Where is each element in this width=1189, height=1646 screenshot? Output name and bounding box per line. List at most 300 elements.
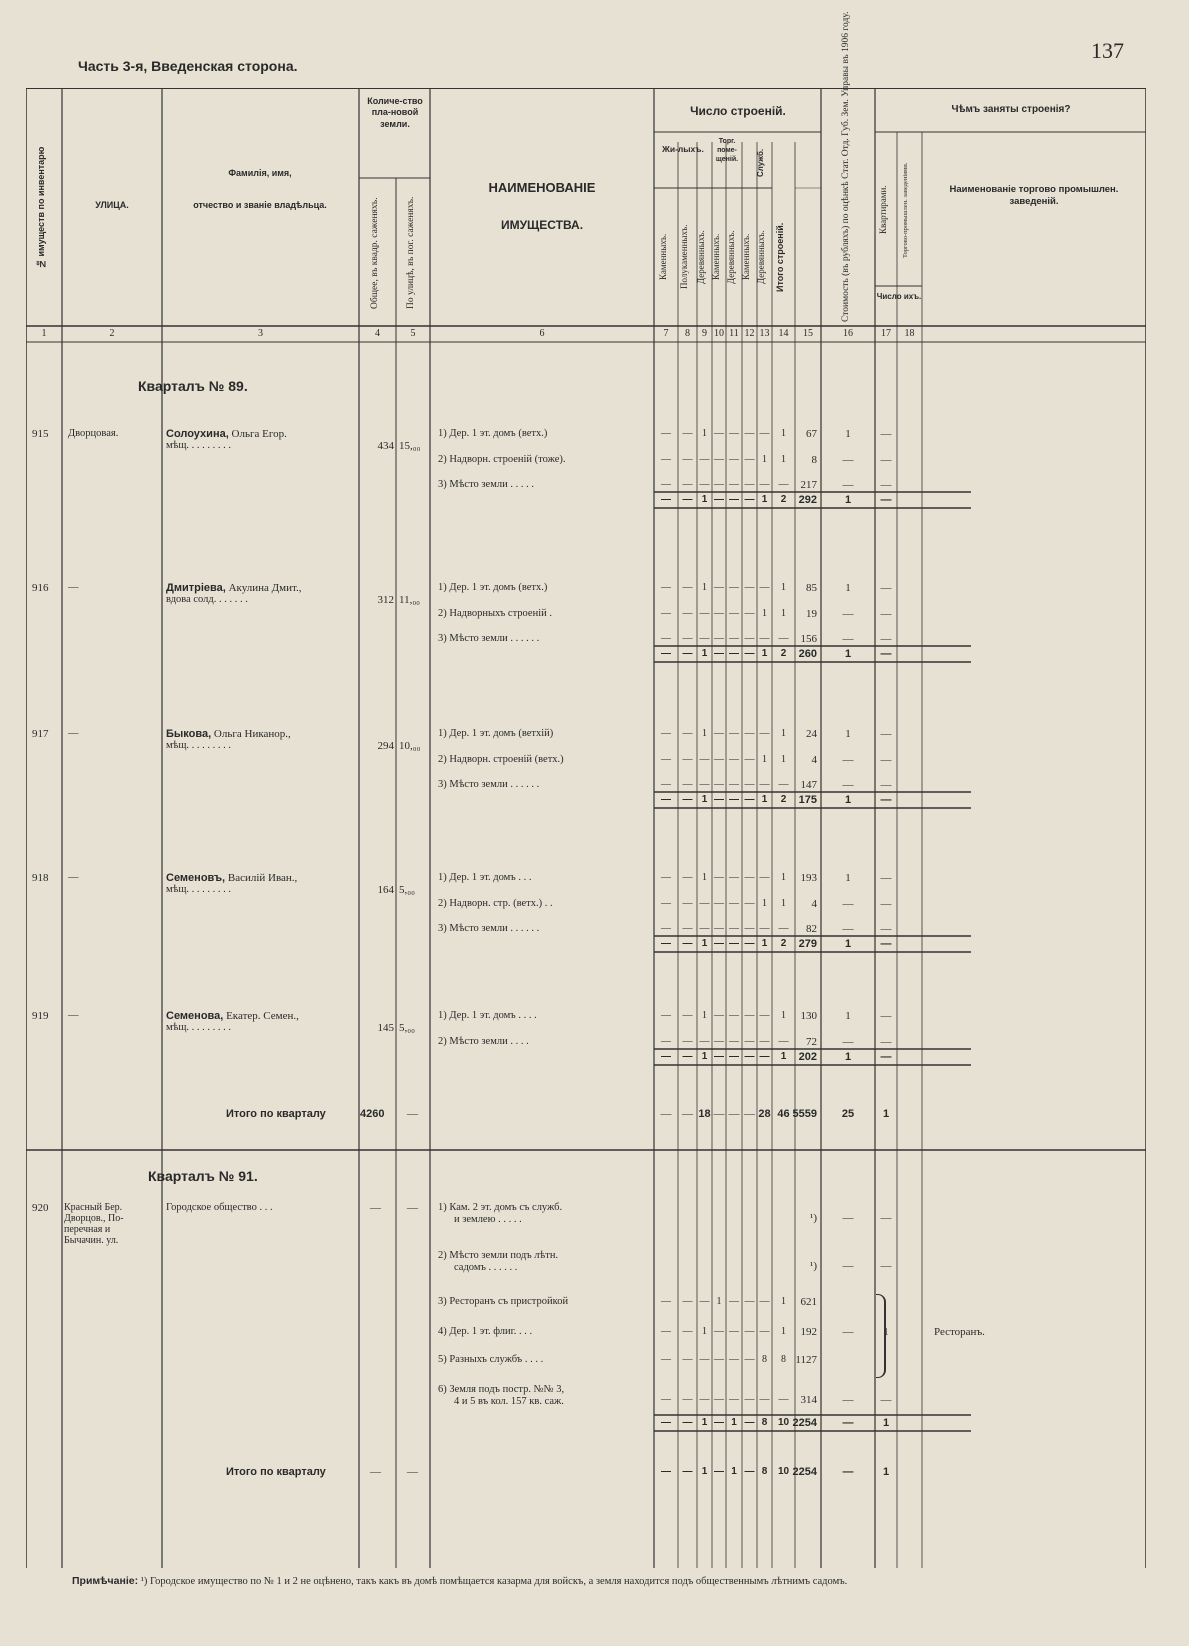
apartments-count: 1 (845, 582, 851, 594)
building-count: — (744, 479, 755, 490)
building-count: — (682, 582, 693, 593)
trade-count: — (880, 648, 892, 660)
building-count: — (714, 608, 724, 619)
header-service: Служб. (756, 148, 765, 178)
header-stone: Каменныхъ. (711, 233, 721, 281)
land-total: 164 (377, 884, 394, 896)
building-count: — (744, 728, 755, 739)
quarter-89-total-land: 4260 (360, 1108, 385, 1120)
building-count: — (661, 754, 671, 765)
trade-count: — (880, 872, 892, 884)
column-number: 6 (539, 328, 545, 339)
header-buildings-group: Число строеній. (690, 104, 786, 118)
header-commercial: Торг. поме-щеній. (715, 138, 739, 163)
building-count: — (714, 428, 724, 439)
building-count: 1 (762, 608, 767, 619)
building-count: 1 (761, 794, 768, 805)
owner-rank: мѣщ. . . . . . . . . (166, 1022, 232, 1033)
building-count: — (744, 779, 755, 790)
header-apartments: Квартирами. (878, 185, 888, 235)
header-value: Стоимость (въ рубляхъ) по оцѣнкѣ Стат. Отд. Губ. Зем. Управы въ 1906 году. (841, 11, 851, 322)
building-count: — (682, 648, 693, 659)
trade-count: — (880, 779, 892, 791)
building-count: — (661, 872, 671, 883)
property-value: 4 (811, 898, 817, 910)
apartments-count: — (842, 898, 854, 910)
building-count: — (759, 1051, 770, 1062)
building-count: — (714, 1394, 724, 1405)
building-count: — (661, 1326, 671, 1337)
trade-count: — (880, 1010, 892, 1022)
trade-count: 1 (882, 1417, 890, 1429)
trade-count: 1 (882, 1108, 890, 1120)
land-street: 11,₀₀ (399, 594, 421, 606)
building-count: 1 (781, 1296, 786, 1307)
building-count: — (661, 898, 671, 909)
building-count: — (744, 898, 755, 909)
apartments-count: — (842, 779, 854, 791)
building-count: 1 (701, 1417, 708, 1428)
property-item: 3) Мѣсто земли . . . . . . (438, 779, 540, 790)
property-value: 72 (806, 1036, 817, 1048)
building-count: 8 (762, 1354, 767, 1365)
land-total: 294 (377, 740, 394, 752)
building-count: 2 (780, 494, 787, 505)
building-count: — (661, 608, 671, 619)
building-count: 18 (698, 1108, 711, 1120)
property-value: 202 (798, 1051, 817, 1063)
building-count: — (682, 454, 693, 465)
building-count: — (660, 1108, 672, 1120)
page-number: 137 (1091, 38, 1124, 63)
building-count: — (729, 872, 739, 883)
building-count: — (759, 479, 770, 490)
building-count: — (682, 923, 693, 934)
owner-name: Быкова, Ольга Никанор., (166, 728, 291, 740)
footnote-text: ¹) Городское имущество по № 1 и 2 не оцѣнено, такъ какъ въ домѣ помѣщается казарма для войскъ, а земля находится подъ общественнымъ лѣтнимъ садомъ. (140, 1576, 848, 1587)
header-trade-name: Наименованіе торгово промышлен. заведеній. (949, 184, 1119, 207)
property-value: 1127 (795, 1354, 817, 1366)
building-count: — (729, 608, 739, 619)
building-count: — (661, 728, 671, 739)
grouping-brace (876, 1294, 886, 1378)
land-total: 145 (377, 1022, 394, 1034)
building-count: — (682, 428, 693, 439)
apartments-count: — (842, 1260, 854, 1272)
property-value: 85 (806, 582, 817, 594)
building-count: — (682, 1466, 693, 1477)
header-inventory-no: № имуществ по инвентарю (36, 146, 46, 270)
building-count: — (744, 923, 755, 934)
building-count: — (682, 1051, 693, 1062)
header-occupied-group: Чѣмъ заняты строенія? (951, 104, 1071, 115)
building-count: 1 (701, 648, 708, 659)
property-item: 3) Мѣсто земли . . . . . (438, 479, 534, 490)
building-count: 1 (781, 754, 786, 765)
trade-count: — (880, 494, 892, 506)
column-number: 17 (881, 328, 891, 339)
property-item: 1) Дер. 1 эт. домъ (ветх.) (438, 582, 548, 593)
inventory-number: 917 (32, 728, 49, 740)
building-count: — (729, 582, 739, 593)
apartments-count: — (842, 1212, 854, 1224)
building-count: — (661, 1036, 671, 1047)
column-number: 4 (375, 328, 380, 339)
building-count: — (713, 1108, 725, 1120)
apartments-count: 25 (841, 1108, 855, 1120)
header-total-buildings: Итого строеній. (775, 222, 785, 292)
property-value: 621 (800, 1296, 817, 1308)
owner-rank: мѣщ. . . . . . . . . (166, 440, 232, 451)
building-count: 1 (762, 754, 767, 765)
inventory-number: 918 (32, 872, 49, 884)
property-item: 2) Надворныхъ строеній . (438, 608, 552, 619)
inventory-number: 919 (32, 1010, 49, 1022)
building-count: — (699, 1394, 710, 1405)
property-item: 1) Дер. 1 эт. домъ . . . (438, 872, 532, 883)
building-count: — (661, 779, 671, 790)
building-count: — (729, 794, 739, 805)
building-count: — (682, 779, 693, 790)
building-count: 1 (762, 898, 767, 909)
owner-rank: мѣщ. . . . . . . . . (166, 740, 232, 751)
trade-count: — (880, 794, 892, 806)
property-value: 192 (800, 1326, 817, 1338)
building-count: — (729, 1296, 739, 1307)
building-count: — (682, 479, 693, 490)
building-count: — (714, 1051, 724, 1062)
building-count: 1 (781, 728, 786, 739)
property-value: 4 (811, 754, 817, 766)
building-count: — (714, 1417, 724, 1428)
building-count: 1 (762, 454, 767, 465)
building-count: — (759, 1394, 770, 1405)
building-count: — (714, 728, 724, 739)
property-item: 3) Мѣсто земли . . . . . . (438, 923, 540, 934)
apartments-count: — (842, 1394, 854, 1406)
property-value: ¹) (810, 1260, 817, 1272)
building-count: — (729, 923, 739, 934)
building-count: — (729, 1326, 739, 1337)
building-count: — (699, 898, 710, 909)
building-count: 1 (701, 494, 708, 505)
building-count: — (714, 1010, 724, 1021)
building-count: — (759, 872, 770, 883)
building-count: — (661, 923, 671, 934)
building-count: — (714, 494, 724, 505)
building-count: — (759, 728, 770, 739)
property-value: 260 (798, 648, 817, 660)
property-value: 8 (811, 454, 817, 466)
building-count: — (729, 428, 739, 439)
building-count: 1 (702, 1010, 707, 1021)
building-count: 2 (780, 794, 787, 805)
column-number: 12 (744, 328, 755, 339)
header-trade-establishments: Торгово-промышлен. заведеніями. (902, 162, 909, 258)
building-count: — (778, 1394, 789, 1405)
land-street: 15,₀₀ (399, 440, 421, 452)
building-count: — (699, 779, 710, 790)
building-count: — (729, 648, 739, 659)
building-count: — (661, 648, 671, 659)
trade-count: — (880, 1051, 892, 1063)
apartments-count: — (842, 754, 854, 766)
header-land-total: Общее, въ квадр. саженяхъ. (370, 197, 380, 309)
building-count: — (714, 633, 724, 644)
trade-count: — (880, 428, 892, 440)
building-count: — (744, 582, 755, 593)
building-count: — (682, 872, 693, 883)
property-item: 3) Ресторанъ съ пристройкой (438, 1296, 569, 1307)
building-count: 1 (761, 648, 768, 659)
building-count: 1 (701, 794, 708, 805)
building-count: — (759, 428, 770, 439)
building-count: — (759, 1326, 770, 1337)
building-count: 1 (781, 608, 786, 619)
building-count: — (714, 1036, 724, 1047)
building-count: — (729, 1036, 739, 1047)
building-count: — (682, 1394, 693, 1405)
building-count: — (744, 794, 755, 805)
building-count: — (744, 1417, 755, 1428)
building-count: — (699, 1296, 710, 1307)
building-count: — (744, 633, 755, 644)
trade-count: — (880, 479, 892, 491)
building-count: 1 (781, 1010, 786, 1021)
apartments-count: — (842, 1466, 854, 1478)
building-count: — (714, 1354, 724, 1365)
land-street: — (407, 1202, 418, 1214)
building-count: 1 (781, 454, 786, 465)
building-count: — (661, 428, 671, 439)
land-street: 10,₀₀ (399, 740, 421, 752)
column-number: 2 (109, 328, 115, 339)
building-count: — (661, 1417, 671, 1428)
apartments-count: — (842, 633, 854, 645)
building-count: — (729, 1010, 739, 1021)
apartments-count: — (842, 1036, 854, 1048)
building-count: — (661, 938, 671, 949)
building-count: — (759, 1036, 770, 1047)
land-total: 312 (377, 594, 394, 606)
trade-count: — (880, 454, 892, 466)
header-stone: Каменныхъ. (658, 233, 668, 281)
apartments-count: 1 (844, 1051, 852, 1063)
building-count: — (714, 779, 724, 790)
building-count: — (744, 872, 755, 883)
building-count: — (714, 938, 724, 949)
building-count: — (729, 1354, 739, 1365)
property-value: 156 (800, 633, 817, 645)
property-value: 175 (798, 794, 817, 806)
building-count: 8 (761, 1417, 768, 1428)
property-item: и землею . . . . . (454, 1214, 522, 1225)
land-total: 434 (377, 440, 394, 452)
apartments-count: — (842, 1417, 854, 1429)
building-count: — (744, 648, 755, 659)
building-count: — (699, 754, 710, 765)
building-count: 1 (702, 428, 707, 439)
building-count: — (714, 648, 724, 659)
building-count: — (714, 923, 724, 934)
building-count: 1 (761, 494, 768, 505)
building-count: — (714, 479, 724, 490)
building-count: — (744, 1296, 755, 1307)
building-count: — (714, 872, 724, 883)
building-count: — (744, 608, 755, 619)
building-count: — (729, 1051, 739, 1062)
building-count: — (699, 479, 710, 490)
building-count: 46 (777, 1108, 790, 1120)
header-residential: Жи-лыхъ. (662, 144, 704, 154)
column-number: 15 (803, 328, 813, 339)
building-count: 1 (781, 428, 786, 439)
trade-count: — (880, 1036, 892, 1048)
building-count: 1 (731, 1417, 737, 1428)
column-number: 7 (663, 328, 669, 339)
property-item: 3) Мѣсто земли . . . . . . (438, 633, 540, 644)
property-value: 314 (800, 1394, 817, 1406)
building-count: — (714, 1466, 724, 1477)
building-count: — (699, 923, 710, 934)
building-count: — (661, 1051, 671, 1062)
property-value: 2254 (792, 1417, 817, 1429)
property-value: ¹) (810, 1212, 817, 1224)
trade-count: — (880, 923, 892, 935)
building-count: — (682, 494, 693, 505)
trade-count: 1 (882, 1466, 890, 1478)
header-stone: Каменныхъ. (741, 233, 751, 281)
building-count: 2 (780, 938, 787, 949)
footnote (72, 1574, 1142, 1589)
building-count: — (682, 794, 693, 805)
trade-count: — (880, 608, 892, 620)
building-count: — (759, 779, 770, 790)
building-count: — (729, 754, 739, 765)
building-count: — (682, 898, 693, 909)
building-count: — (682, 1036, 693, 1047)
building-count: — (714, 754, 724, 765)
land-street: 5,₀₀ (399, 1022, 415, 1034)
street-name: Красный Бер. (64, 1202, 123, 1213)
apartments-count: 1 (845, 872, 851, 884)
property-item: 4) Дер. 1 эт. флиг. . . . (438, 1326, 533, 1337)
building-count: — (778, 479, 789, 490)
building-count: — (778, 1036, 789, 1047)
building-count: — (682, 728, 693, 739)
building-count: — (714, 582, 724, 593)
building-count: 10 (777, 1466, 790, 1477)
building-count: — (729, 898, 739, 909)
building-count: — (744, 428, 755, 439)
header-wooden: Деревянныхъ. (696, 230, 706, 284)
column-number: 10 (714, 328, 724, 339)
building-count: — (744, 1326, 755, 1337)
building-count: — (744, 1108, 755, 1120)
building-count: — (699, 454, 710, 465)
building-count: — (661, 582, 671, 593)
building-count: — (729, 938, 739, 949)
building-count: — (778, 923, 789, 934)
building-count: 10 (777, 1417, 790, 1428)
header-wooden: Деревянныхъ. (726, 230, 736, 284)
property-value: 147 (800, 779, 817, 791)
building-count: 1 (702, 1326, 707, 1337)
quarter-91-total-land: — (370, 1466, 381, 1478)
header-owner-detail: отчество и званіе владѣльца. (193, 200, 327, 210)
building-count: — (728, 1108, 740, 1120)
property-item: 1) Дер. 1 эт. домъ . . . . (438, 1010, 537, 1021)
land-total: — (370, 1202, 381, 1214)
street-name: — (68, 1010, 79, 1021)
apartments-count: 1 (845, 728, 851, 740)
building-count: — (729, 494, 739, 505)
building-count: 1 (780, 1051, 787, 1062)
header-land-group: Количе-ство пла-новой земли. (367, 96, 423, 129)
quarter-89-title: Кварталъ № 89. (138, 378, 248, 394)
building-count: — (661, 1010, 671, 1021)
building-count: — (759, 1010, 770, 1021)
property-value: 67 (806, 428, 817, 440)
inventory-number: 915 (32, 428, 49, 440)
street-name: — (68, 872, 79, 883)
street-name: Дворцовая. (68, 428, 119, 439)
building-count: 1 (701, 1466, 708, 1477)
building-count: — (682, 633, 693, 644)
property-item: 2) Мѣсто земли . . . . (438, 1036, 529, 1047)
building-count: — (759, 582, 770, 593)
header-property: НАИМЕНОВАНІЕ (488, 180, 596, 195)
column-number: 8 (685, 328, 690, 339)
building-count: — (759, 923, 770, 934)
trade-count: — (880, 898, 892, 910)
owner-name: Семеновъ, Василій Иван., (166, 872, 298, 884)
property-item: 1) Дер. 1 эт. домъ (ветх.) (438, 428, 548, 439)
column-number: 1 (41, 328, 47, 339)
building-count: — (759, 633, 770, 644)
building-count: 1 (702, 582, 707, 593)
footnote-label: Примѣчаніе: (72, 1575, 139, 1587)
property-item: 4 и 5 въ кол. 157 кв. саж. (454, 1396, 564, 1407)
building-count: — (661, 494, 671, 505)
building-count: — (682, 754, 693, 765)
property-value: 292 (798, 494, 817, 506)
quarter-91-title: Кварталъ № 91. (148, 1168, 258, 1184)
owner-rank: мѣщ. . . . . . . . . (166, 884, 232, 895)
building-count: — (744, 494, 755, 505)
building-count: 1 (731, 1466, 737, 1477)
property-value: 5559 (792, 1108, 817, 1120)
building-count: — (682, 608, 693, 619)
apartments-count: 1 (844, 794, 852, 806)
inventory-number: 920 (32, 1202, 49, 1214)
building-count: — (682, 1354, 693, 1365)
building-count: 8 (761, 1466, 768, 1477)
building-count: — (661, 1354, 671, 1365)
column-number: 14 (778, 328, 789, 339)
apartments-count: 1 (844, 494, 852, 506)
building-count: — (661, 1296, 671, 1307)
header-street: УЛИЦА. (95, 200, 129, 210)
part-title: Часть 3-я, Введенская сторона. (78, 58, 298, 74)
header-property-b: ИМУЩЕСТВА. (500, 218, 584, 232)
building-count: — (699, 633, 710, 644)
building-count: — (682, 938, 693, 949)
building-count: — (729, 633, 739, 644)
building-count: — (744, 1036, 755, 1047)
building-count: 1 (781, 872, 786, 883)
property-item: 1) Дер. 1 эт. домъ (ветхій) (438, 728, 554, 739)
